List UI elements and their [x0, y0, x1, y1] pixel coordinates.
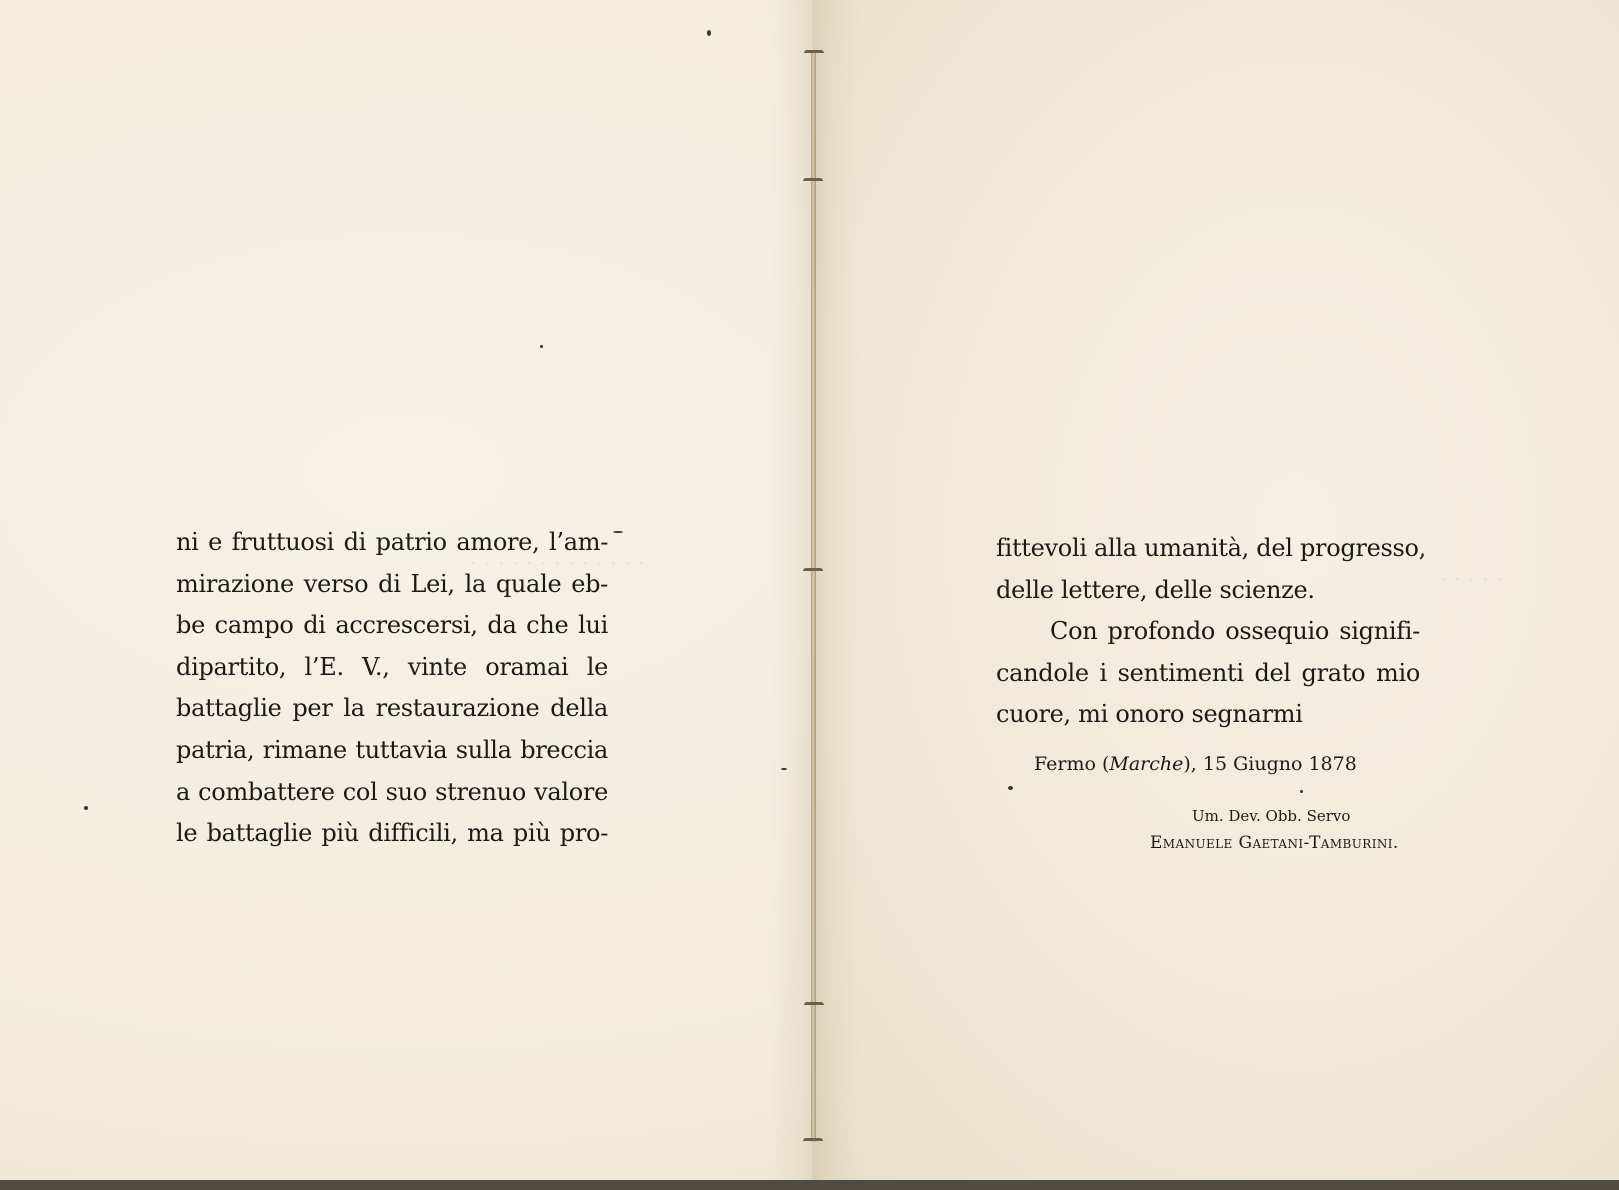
- text-line: a combattere col suo strenuo valore: [176, 777, 608, 806]
- paper-speck: [1008, 786, 1013, 790]
- dateline-region: Marche: [1109, 753, 1184, 775]
- binding-stitch: [804, 50, 824, 62]
- text-line: le battaglie più difficili, ma più pro-: [176, 819, 608, 848]
- binding-stitch: [803, 178, 823, 190]
- left-page-text: [176, 522, 608, 855]
- binding-stitch: [804, 1002, 824, 1014]
- paper-speck: [613, 531, 623, 533]
- binding-stitch: [803, 1138, 823, 1150]
- text-line: delle lettere, delle scienze.: [996, 575, 1315, 604]
- right-page-text: [996, 528, 1427, 736]
- text-line: cuore, mi onoro segnarmi: [996, 700, 1303, 729]
- paper-speck: [781, 768, 787, 770]
- author-signature: Emanuele Gaetani-Tamburini.: [1150, 833, 1399, 853]
- binding-stitch: [803, 568, 823, 580]
- text-line: ni e fruttuosi di patrio amore, l’am-: [176, 528, 608, 556]
- paper-speck: [707, 30, 711, 36]
- text-line: battaglie per la restaurazione della: [176, 694, 608, 723]
- show-through: · · · · ·: [1440, 568, 1503, 593]
- closing-formula: Um. Dev. Obb. Servo: [1192, 807, 1351, 825]
- show-through: · · · · · · · · · · · · ·: [470, 552, 645, 577]
- dateline-date: ), 15 Giugno 1878: [1183, 753, 1357, 775]
- binding-thread: [811, 50, 816, 1142]
- text-line: candole i sentimenti del grato mio: [996, 658, 1420, 687]
- dateline-place: Fermo (: [1034, 753, 1110, 775]
- text-line: Con profondo ossequio signifi-: [1050, 617, 1420, 646]
- text-line: mirazione verso di Lei, la quale eb-: [176, 569, 608, 598]
- paper-speck: [84, 806, 88, 810]
- text-line: patria, rimane tuttavia sulla breccia: [176, 735, 608, 764]
- paper-speck: [1300, 790, 1303, 793]
- text-line: be campo di accrescersi, da che lui: [176, 611, 608, 640]
- text-line: dipartito, l’E. V., vinte oramai le: [176, 652, 608, 681]
- scan-bottom-edge: [0, 1180, 1619, 1190]
- dateline: [1034, 753, 1357, 775]
- paper-speck: [540, 345, 543, 348]
- text-line: fittevoli alla umanità, del progresso,: [996, 534, 1427, 562]
